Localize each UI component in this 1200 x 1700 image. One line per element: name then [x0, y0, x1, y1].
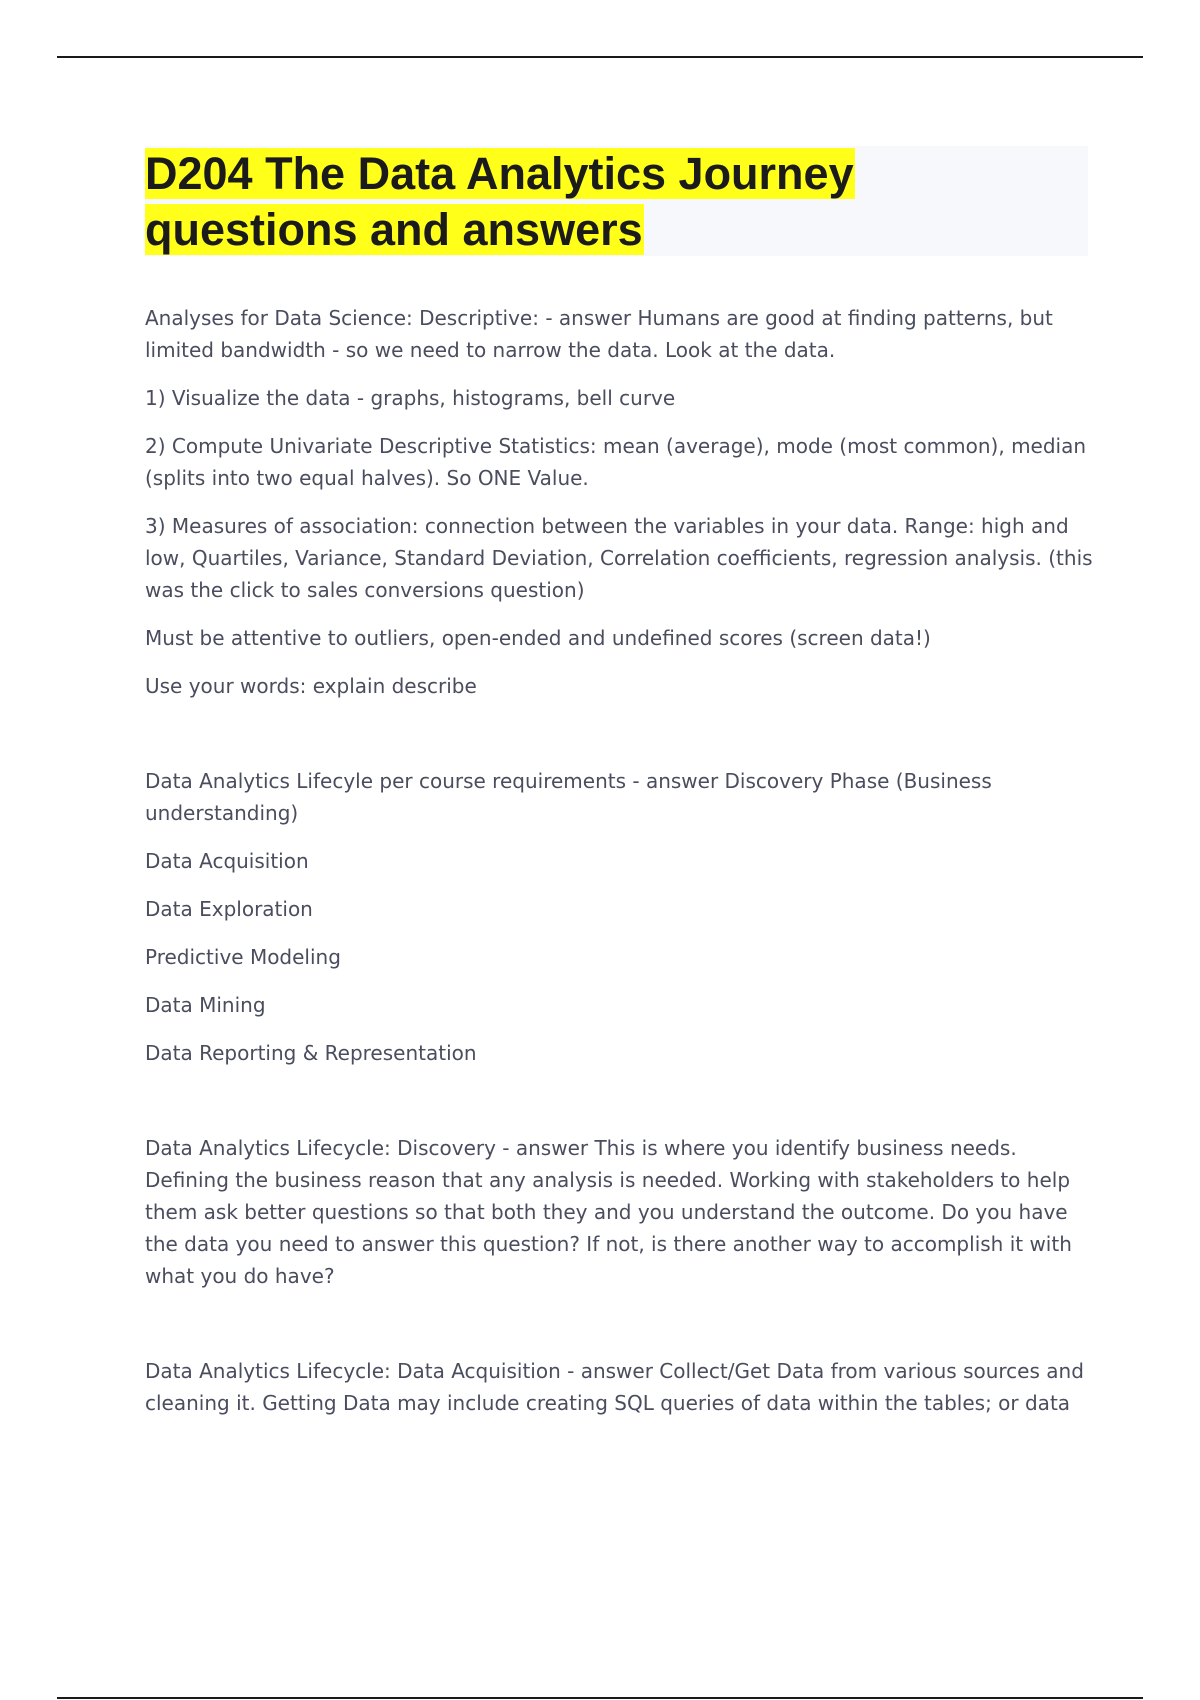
paragraph-use-words: Use your words: explain describe [145, 674, 477, 698]
paragraph-descriptive: Analyses for Data Science: Descriptive: - answer Humans are good at finding patterns, but limited bandwidth - so we need to narrow the data. Look at the data. [145, 306, 1053, 362]
paragraph-step-3: 3) Measures of association: connection between the variables in your data. Range: high and low, Quartiles, Variance, Standard Deviation, Correlation coefficients, regression analysis. (this was the click to sales conversions question) [145, 514, 1093, 602]
paragraph-discovery: Data Analytics Lifecycle: Discovery - answer This is where you identify business needs. Defining the business reason that any analysis is needed. Working with stakeholders to help them ask better questions so that both they and you understand the outcome. Do you have the data you need to answer this question? If not, is there another way to accomplish it with what you do have? [145, 1136, 1072, 1288]
list-item: Data Acquisition [145, 849, 309, 873]
paragraph-step-1: 1) Visualize the data - graphs, histograms, bell curve [145, 386, 676, 410]
paragraph-lifecycle: Data Analytics Lifecyle per course requirements - answer Discovery Phase (Business understanding) [145, 769, 992, 825]
list-item: Data Exploration [145, 897, 313, 921]
paragraph-acquisition: Data Analytics Lifecycle: Data Acquisition - answer Collect/Get Data from various sources and cleaning it. Getting Data may include creating SQL queries of data within the tables; or data [145, 1359, 1084, 1415]
document-body [145, 302, 1095, 1435]
list-item: Data Reporting & Representation [145, 1041, 477, 1065]
title-line-1: D204 The Data Analytics Journey [145, 148, 854, 199]
footer-rule [57, 1697, 1143, 1699]
header-rule [57, 56, 1143, 58]
list-item: Data Mining [145, 993, 266, 1017]
paragraph-outliers: Must be attentive to outliers, open-ended and undefined scores (screen data!) [145, 626, 931, 650]
paragraph-step-2: 2) Compute Univariate Descriptive Statistics: mean (average), mode (most common), median (splits into two equal halves). So ONE Value. [145, 434, 1087, 490]
document-title [145, 146, 1088, 258]
list-item: Predictive Modeling [145, 945, 341, 969]
title-block [145, 146, 1088, 256]
title-line-2: questions and answers [145, 204, 643, 255]
